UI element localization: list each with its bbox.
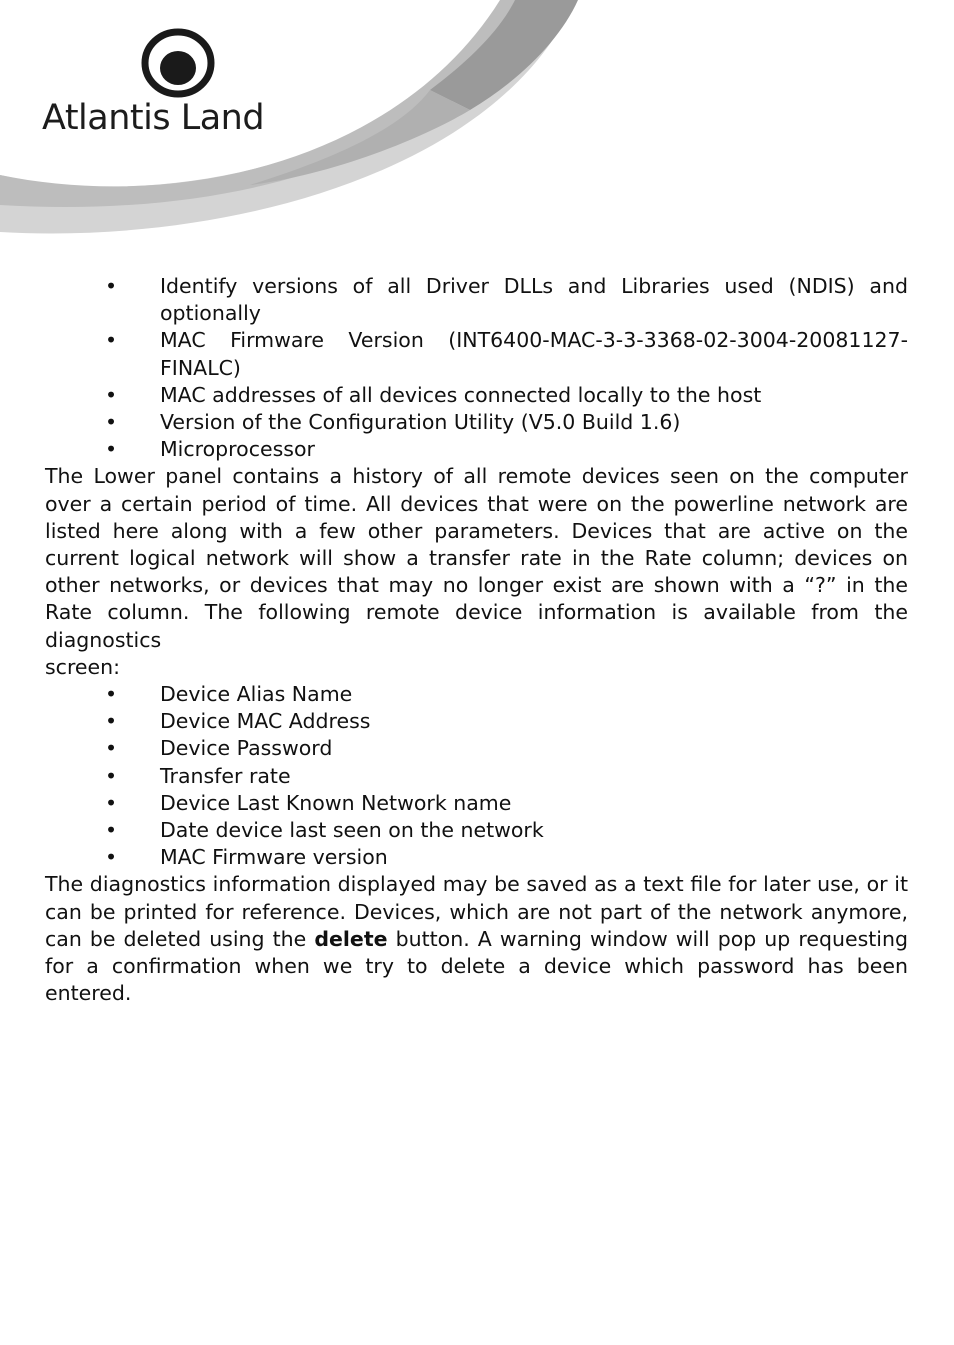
bullet-icon: • <box>105 682 118 707</box>
lower-panel-paragraph: The Lower panel contains a history of all remote devices seen on the computer over a certain period of time. All devices that were on the powerline network are listed here along with a few other parameters. Devices that are active on the current logical network will show a transfer rate in the Rate column; devices on other networks, or devices that may no longer exist are shown with a “?” in the Rate column. The following remote device information is available from the diagnostics <box>45 464 908 652</box>
lower-panel-paragraph-end: screen: <box>45 654 121 679</box>
bullet-icon: • <box>105 790 118 815</box>
bullet-icon: • <box>105 382 118 407</box>
bullet-icon: • <box>105 274 118 298</box>
list-item: • Device MAC Address <box>45 708 908 735</box>
remote-device-info-list <box>45 681 908 871</box>
diagnostics-save-paragraph: The diagnostics information displayed may be saved as a text file for later use, or it can be printed for reference. Devices, which are not part of the network anymore, can be deleted using the delete button. A warning window will pop up requesting for a confirmation when we try to delete a device which password has been entered. <box>45 872 908 1006</box>
target-circle-icon <box>140 28 216 100</box>
list-item: • MAC addresses of all devices connected locally to the host <box>45 382 908 409</box>
list-item: • Device Last Known Network name <box>45 790 908 817</box>
brand-logo <box>42 28 312 143</box>
brand-logo-text: Atlantis Land <box>42 98 265 138</box>
system-info-list <box>45 273 908 463</box>
bullet-icon: • <box>105 437 118 462</box>
list-item: • Device Alias Name <box>45 681 908 708</box>
bullet-icon: • <box>105 818 118 843</box>
bullet-icon: • <box>105 763 118 788</box>
document-body <box>45 273 908 1007</box>
list-item: • Microprocessor <box>45 436 908 463</box>
list-item: • Device Password <box>45 735 908 762</box>
delete-keyword: delete <box>314 926 388 951</box>
bullet-icon: • <box>105 845 118 870</box>
list-item: • Date device last seen on the network <box>45 817 908 844</box>
list-item: • Version of the Configuration Utility (V5.0 Build 1.6) <box>45 409 908 436</box>
bullet-icon: • <box>105 736 118 761</box>
list-item: • Transfer rate <box>45 763 908 790</box>
bullet-icon: • <box>105 410 118 435</box>
list-item: • MAC Firmware Version (INT6400-MAC-3-3-3368-02-3004-20081127-FINALC) <box>105 328 908 380</box>
list-item: • Identify versions of all Driver DLLs and Libraries used (NDIS) and optionally <box>105 274 908 326</box>
bullet-icon: • <box>105 328 118 353</box>
bullet-icon: • <box>105 709 118 734</box>
list-item: • MAC Firmware version <box>45 844 908 871</box>
